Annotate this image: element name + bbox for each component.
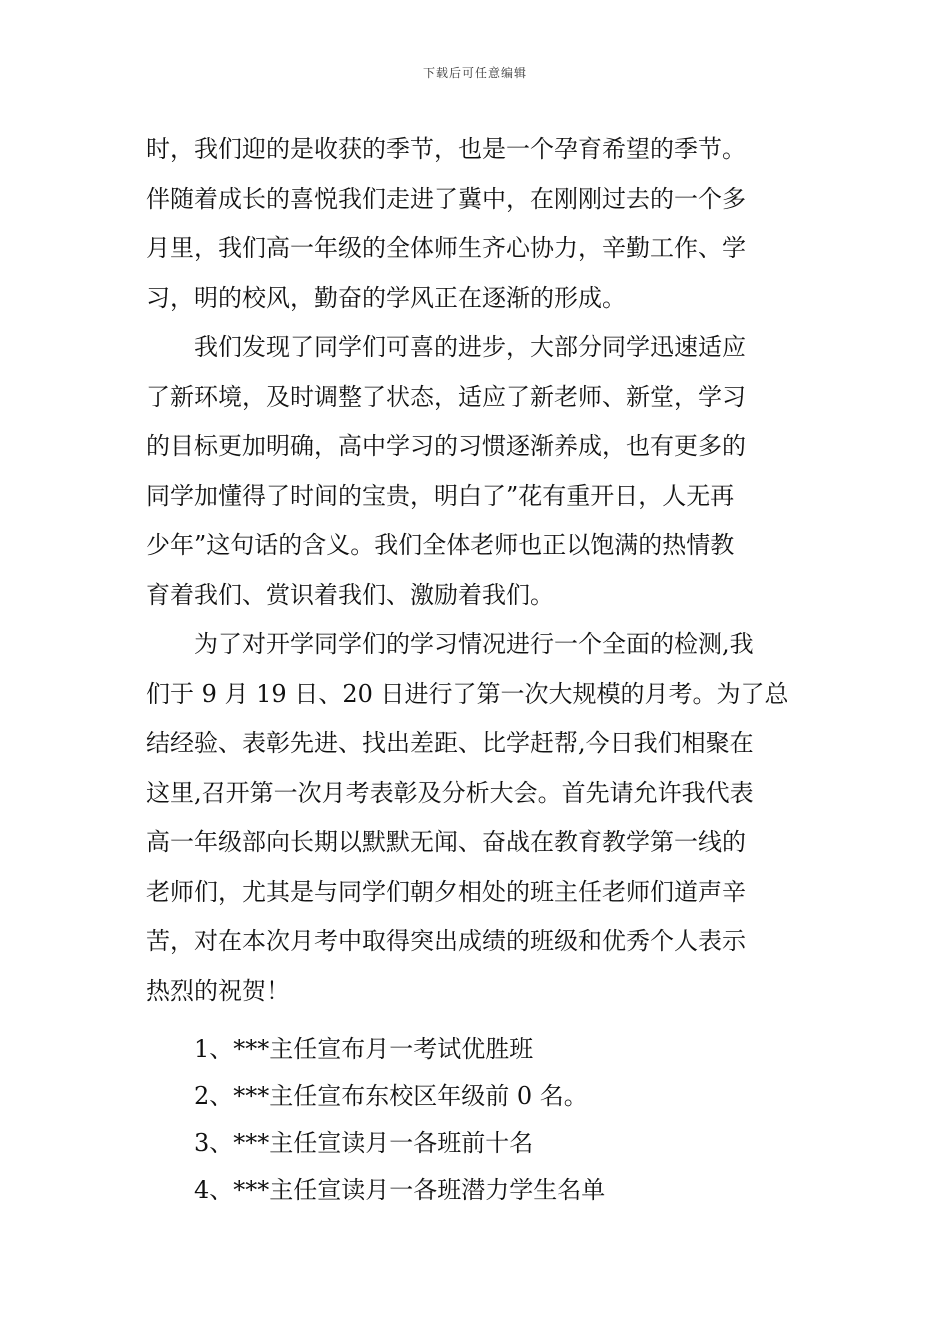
- paragraph-2: [146, 323, 808, 620]
- paragraph-line: 伴随着成长的喜悦我们走进了冀中，在刚刚过去的一个多: [146, 184, 746, 213]
- paragraph-line: 同学加懂得了时间的宝贵，明白了”花有重开日，人无再: [146, 481, 735, 510]
- list-item: 3、***主任宣读月一各班前十名: [194, 1129, 534, 1157]
- paragraph-line: 了新环境，及时调整了状态，适应了新老师、新堂，学习: [146, 382, 746, 411]
- paragraph-line: 们于 9 月 19 日、20 日进行了第一次大规模的月考。为了总: [146, 679, 789, 708]
- document-body: [146, 125, 808, 1214]
- paragraph-line: 为了对开学同学们的学习情况进行一个全面的检测,我: [194, 630, 754, 658]
- agenda-list: [146, 1026, 808, 1214]
- paragraph-1: [146, 125, 808, 323]
- paragraph-line: 老师们，尤其是与同学们朝夕相处的班主任老师们道声辛: [146, 877, 746, 906]
- paragraph-line: 我们发现了同学们可喜的进步，大部分同学迅速适应: [194, 333, 746, 361]
- paragraph-3: [146, 620, 808, 1016]
- paragraph-line: 热烈的祝贺！: [146, 976, 290, 1005]
- paragraph-line: 时，我们迎的是收获的季节，也是一个孕育希望的季节。: [146, 135, 746, 163]
- paragraph-line: 这里,召开第一次月考表彰及分析大会。首先请允许我代表: [146, 778, 754, 807]
- paragraph-line: 的目标更加明确，高中学习的习惯逐渐养成，也有更多的: [146, 432, 746, 460]
- paragraph-line: 高一年级部向长期以默默无闻、奋战在教育教学第一线的: [146, 828, 746, 856]
- list-item: 2、***主任宣布东校区年级前 0 名。: [194, 1082, 588, 1110]
- paragraph-line: 习，明的校风，勤奋的学风正在逐渐的形成。: [146, 283, 626, 312]
- paragraph-line: 育着我们、赏识着我们、激励着我们。: [146, 580, 554, 609]
- paragraph-line: 苦，对在本次月考中取得突出成绩的班级和优秀个人表示: [146, 927, 746, 955]
- page-header: 下载后可任意编辑: [422, 66, 527, 80]
- paragraph-line: 结经验、表彰先进、找出差距、比学赶帮,今日我们相聚在: [146, 729, 754, 757]
- list-item: 4、***主任宣读月一各班潜力学生名单: [194, 1176, 606, 1204]
- paragraph-line: 月里，我们高一年级的全体师生齐心协力，辛勤工作、学: [146, 234, 746, 262]
- paragraph-line: 少年”这句话的含义。我们全体老师也正以饱满的热情教: [146, 531, 735, 559]
- list-item: 1、***主任宣布月一考试优胜班: [194, 1035, 534, 1063]
